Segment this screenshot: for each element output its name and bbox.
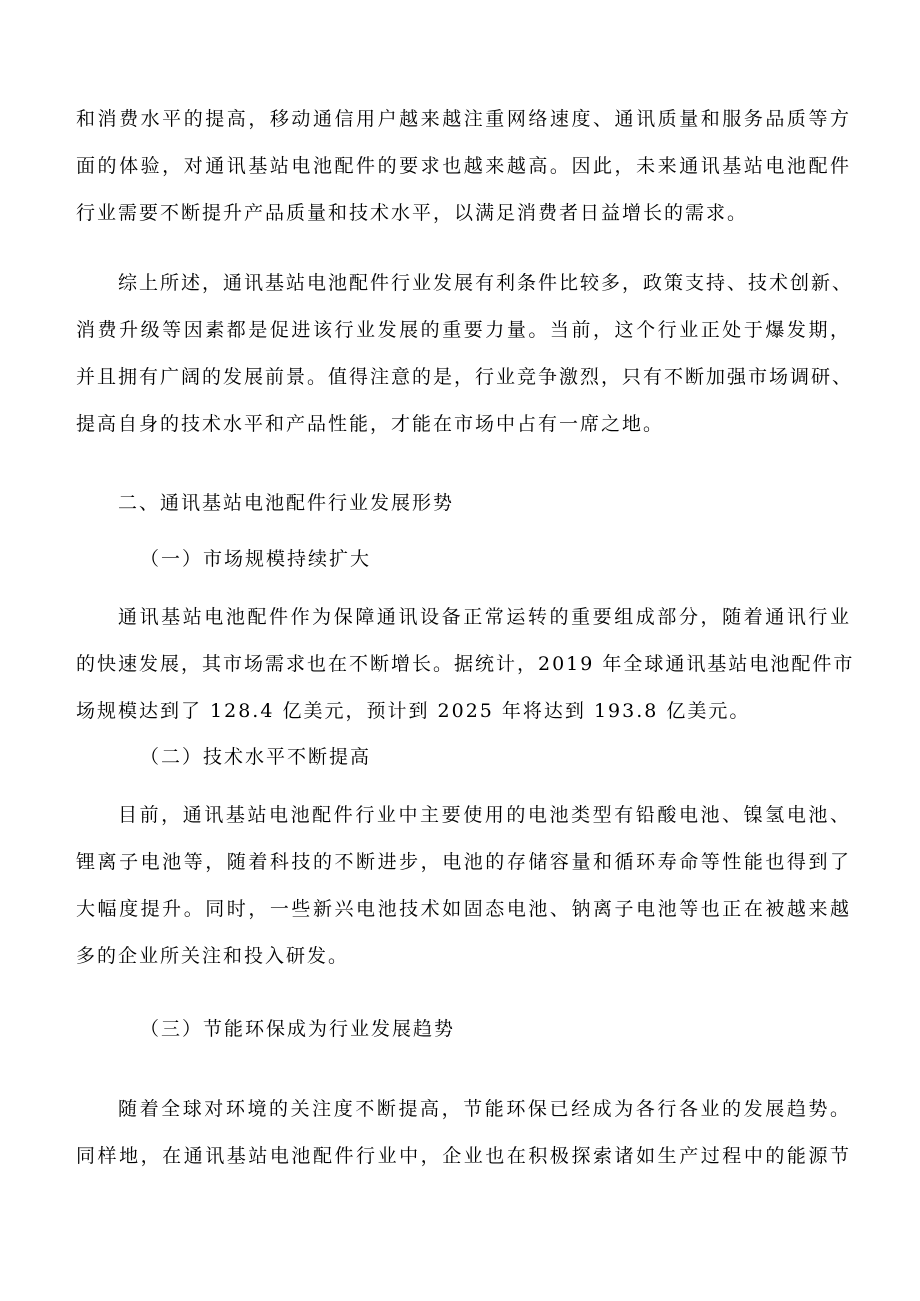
paragraph-line: 并且拥有广阔的发展前景。值得注意的是，行业竞争激烈，只有不断加强市场调研、 <box>76 366 854 388</box>
paragraph-environment <box>76 1086 851 1180</box>
paragraph-line: 行业需要不断提升产品质量和技术水平，以满足消费者日益增长的需求。 <box>76 202 749 224</box>
paragraph-line: 锂离子电池等，随着科技的不断进步，电池的存储容量和循环寿命等性能也得到了 <box>76 851 851 873</box>
paragraph-line: 消费升级等因素都是促进该行业发展的重要力量。当前，这个行业正处于爆发期， <box>76 319 851 341</box>
subsection-heading-green: （三）节能环保成为行业发展趋势 <box>140 1018 456 1040</box>
section-heading: 二、通讯基站电池配件行业发展形势 <box>118 492 455 514</box>
paragraph-line: 多的企业所关注和投入研发。 <box>76 945 350 967</box>
subsection-heading-market: （一）市场规模持续扩大 <box>140 548 372 570</box>
paragraph-line: 同样地，在通讯基站电池配件行业中，企业也在积极探索诸如生产过程中的能源节 <box>76 1145 851 1167</box>
paragraph-line: 随着全球对环境的关注度不断提高，节能环保已经成为各行各业的发展趋势。 <box>118 1098 851 1120</box>
paragraph-line: 综上所述，通讯基站电池配件行业发展有利条件比较多，政策支持、技术创新、 <box>118 272 854 294</box>
paragraph-line: 大幅度提升。同时，一些新兴电池技术如固态电池、钠离子电池等也正在被越来越 <box>76 898 851 920</box>
paragraph-line: 面的体验，对通讯基站电池配件的要求也越来越高。因此，未来通讯基站电池配件 <box>76 155 851 177</box>
paragraph-technology <box>76 792 851 980</box>
paragraph-line: 目前，通讯基站电池配件行业中主要使用的电池类型有铅酸电池、镍氢电池、 <box>118 804 851 826</box>
paragraph-consumer-demand <box>76 96 851 237</box>
paragraph-line: 和消费水平的提高，移动通信用户越来越注重网络速度、通讯质量和服务品质等方 <box>76 108 851 130</box>
paragraph-line: 通讯基站电池配件作为保障通讯设备正常运转的重要组成部分，随着通讯行业 <box>118 606 851 628</box>
subsection-heading-technology: （二）技术水平不断提高 <box>140 746 372 768</box>
paragraph-line: 场规模达到了 128.4 亿美元，预计到 2025 年将达到 193.8 亿美元。 <box>76 700 751 722</box>
paragraph-summary <box>76 260 854 448</box>
paragraph-market-size <box>76 594 855 735</box>
paragraph-line: 提高自身的技术水平和产品性能，才能在市场中占有一席之地。 <box>76 413 665 435</box>
paragraph-line: 的快速发展，其市场需求也在不断增长。据统计，2019 年全球通讯基站电池配件市 <box>76 653 855 675</box>
